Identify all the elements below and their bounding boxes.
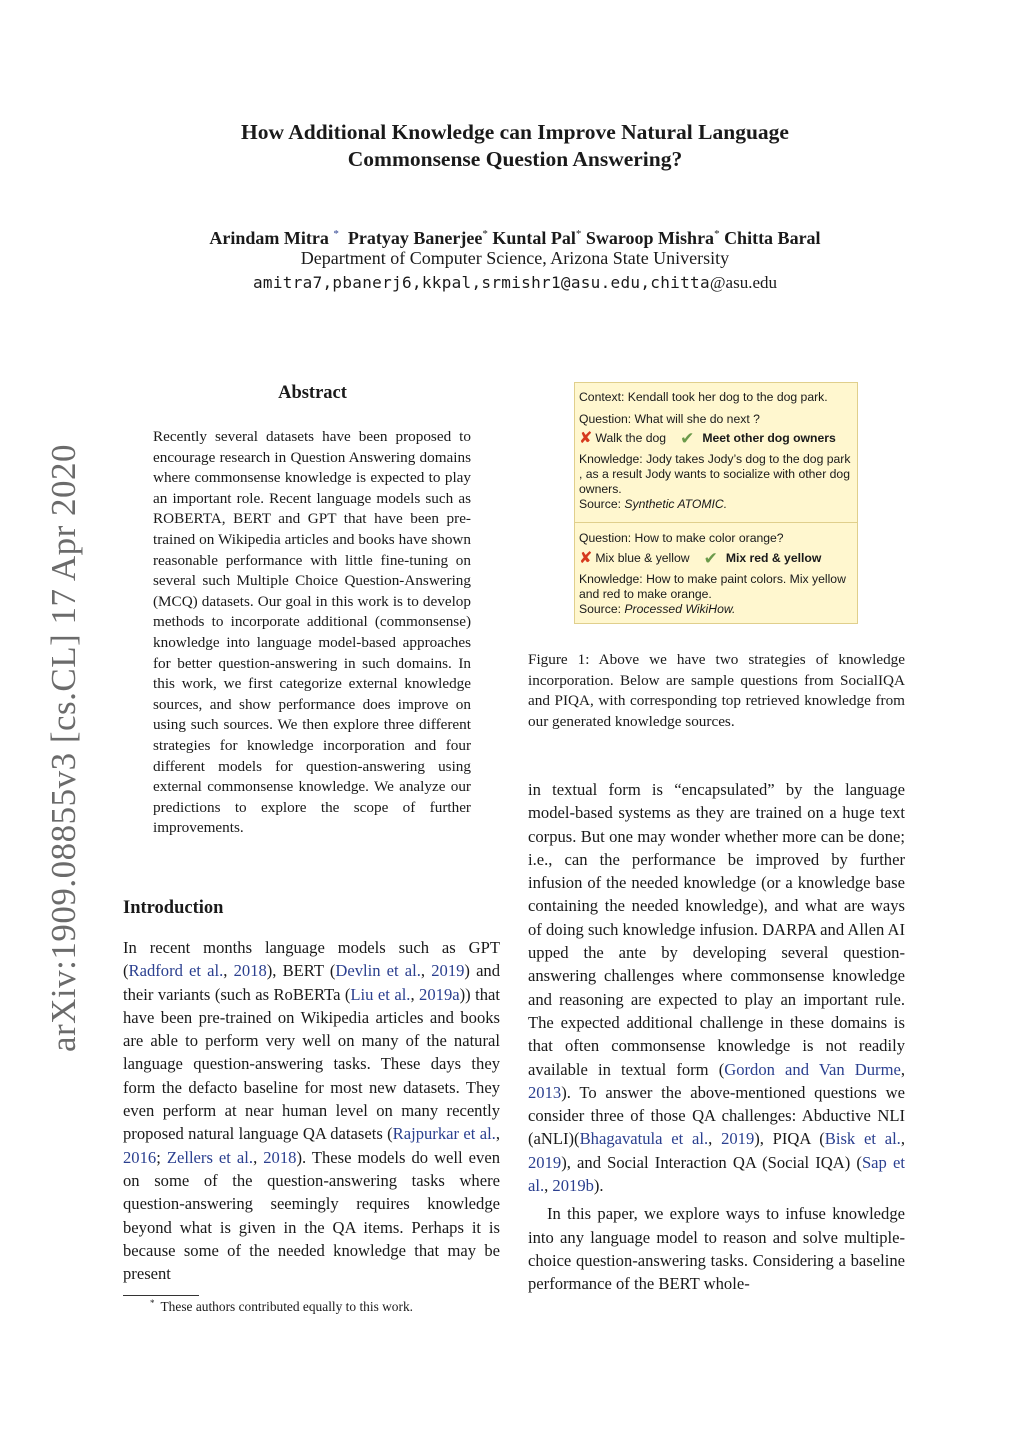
- paper-title: [150, 119, 880, 173]
- wrong-answer: Walk the dog: [595, 431, 667, 445]
- citation-year-link[interactable]: 2018: [263, 1147, 297, 1167]
- citation-year-link[interactable]: 2019a: [419, 984, 460, 1004]
- citation-link[interactable]: Gordon and Van Durme: [724, 1059, 901, 1079]
- citation-link[interactable]: Radford et al.: [128, 961, 224, 981]
- check-icon: ✔: [680, 429, 695, 448]
- title-line-2: Commonsense Question Answering?: [347, 147, 683, 171]
- wrong-answer: Mix blue & yellow: [595, 551, 690, 565]
- figure-source: Source: Processed WikiHow.: [579, 602, 736, 616]
- citation-link[interactable]: Rajpurkar et al.: [392, 1124, 496, 1144]
- body-paragraph: In this paper, we explore ways to infuse knowledge into any language model to reason and solve multiple-choice question-answering tasks. Considering a baseline performance of the BERT whole-: [528, 1204, 905, 1294]
- correct-answer: Meet other dog owners: [702, 431, 836, 445]
- footnote-text: These authors contributed equally to this work.: [160, 1299, 414, 1314]
- source-name: Processed WikiHow.: [624, 602, 736, 616]
- citation-year-link[interactable]: 2016: [123, 1147, 157, 1167]
- citation-link[interactable]: Zellers et al.: [166, 1147, 254, 1167]
- figure-source: Source: Synthetic ATOMIC.: [579, 497, 728, 511]
- author-name: Pratyay Banerjee: [347, 228, 483, 248]
- figure-example-wikihow: [579, 531, 853, 617]
- figure-context: Context: Kendall took her dog to the dog park.: [579, 390, 828, 404]
- footnote: [150, 1298, 413, 1315]
- email-list: amitra7,pbanerj6,kkpal,srmishr1@asu.edu,chitta: [252, 273, 710, 292]
- citation-link[interactable]: Sap et al.: [528, 1152, 905, 1196]
- figure-divider: [575, 522, 857, 523]
- author-name: Arindam Mitra: [209, 228, 329, 248]
- introduction-heading: Introduction: [123, 898, 224, 918]
- author-name: Kuntal Pal: [492, 228, 576, 248]
- body-paragraph: in textual form is “encapsulated” by the language model-based systems as they are trained on a huge text corpus. But one may wonder whether more can be done; i.e., can the performance be improved by further infusion of the needed knowledge (or a knowledge base containing the needed knowledge), and what are ways of doing such knowledge infusion. DARPA and Allen AI upped the ante by developing several question-answering challenges where commonsense knowledge and reasoning are expected to play an important rule. The expected additional challenge in these domains is that often commonsense knowledge is not readily available in textual form (Gordon and Van Durme, 2013). To answer the above-mentioned questions we consider three of those QA challenges: Abductive NLI (aNLI)(Bhagavatula et al., 2019), PIQA (Bisk et al., 2019), and Social Interaction QA (Social IQA) (Sap et al., 2019b).: [528, 780, 906, 1196]
- figure-caption: Figure 1: Above we have two strategies of knowledge incorporation. Below are sample questions from SocialIQA and PIQA, with corresponding top retrieved knowledge from our generated knowledge sources.: [528, 651, 905, 731]
- check-icon: ✔: [703, 549, 718, 568]
- citation-year-link[interactable]: 2018: [233, 961, 267, 981]
- introduction-paragraph: In recent months language models such as GPT (Radford et al., 2018), BERT (Devlin et al., 2019) and their variants (such as RoBERTa (Liu et al., 2019a)) that have been pre-trained on Wikipedia articles and books are able to perform very well on many of the natural language question-answering tasks. These days they form the defacto baseline for most new datasets. They even perform at near human level on many recently proposed natural language QA datasets (Rajpurkar et al., 2016; Zellers et al., 2018). These models do well even on some of the question-answering tasks where question-answering seemingly requires knowledge beyond what is given in the QA items. Perhaps it is because some of the needed knowledge that may be present: [123, 938, 501, 1284]
- figure-answer-row: [579, 551, 853, 566]
- figure-question: Question: What will she do next ?: [579, 412, 760, 426]
- correct-answer: Mix red & yellow: [725, 551, 822, 565]
- footnote-mark: *: [150, 1298, 155, 1308]
- citation-year-link[interactable]: 2019b: [552, 1176, 594, 1196]
- figure-example-atomic: [579, 390, 853, 512]
- author-emails: [130, 272, 900, 294]
- cross-icon: ✘: [579, 550, 593, 567]
- abstract-text: Recently several datasets have been proposed to encourage research in Question Answering domains where commonsense knowledge is expected to play an important role. Recent language models such as ROBERTA, BERT and GPT that have been pre-trained on Wikipedia articles and books have shown reasonable performance with little fine-tuning on several such Multiple Choice Question-Answering (MCQ) datasets. Our goal in this work is to develop methods to incorporate additional (commonsense) knowledge into language model-based approaches for better question-answering in such domains. In this work, we first categorize external knowledge sources, and show performance does improve on using such sources. We then explore three different strategies for knowledge incorporation and four different models for question-answering using external commonsense knowledge. We analyze our predictions to explore the scope of further improvements.: [153, 428, 471, 837]
- citation-link[interactable]: Devlin et al.: [335, 961, 421, 981]
- author-mark: *: [575, 228, 582, 240]
- author-mark: *: [714, 228, 720, 240]
- figure-answer-row: [579, 431, 853, 446]
- citation-link[interactable]: Liu et al.: [350, 984, 411, 1004]
- author-name: Swaroop Mishra: [585, 228, 715, 248]
- citation-year-link[interactable]: 2019: [721, 1129, 755, 1149]
- affiliation: Department of Computer Science, Arizona State University: [300, 248, 730, 268]
- figure-knowledge: Knowledge: Jody takes Jody’s dog to the dog park , as a result Jody wants to socialize with other dog owners.: [579, 452, 851, 496]
- right-column-text: [528, 778, 905, 1296]
- cross-icon: ✘: [579, 430, 593, 447]
- figure-question: Question: How to make color orange?: [579, 531, 784, 545]
- figure-knowledge: Knowledge: How to make paint colors. Mix yellow and red to make orange.: [579, 572, 846, 601]
- title-line-1: How Additional Knowledge can Improve Natural Language: [241, 120, 789, 144]
- footnote-rule: [123, 1295, 199, 1296]
- citation-link[interactable]: Bisk et al.: [824, 1129, 901, 1149]
- source-name: Synthetic ATOMIC.: [624, 497, 728, 511]
- citation-year-link[interactable]: 2019: [431, 961, 465, 981]
- citation-year-link[interactable]: 2013: [528, 1082, 562, 1102]
- arxiv-stamp: arXiv:1909.08855v3 [cs.CL] 17 Apr 2020: [44, 443, 83, 1053]
- citation-year-link[interactable]: 2019: [528, 1152, 562, 1172]
- author-list: [130, 222, 900, 250]
- abstract-heading: Abstract: [278, 383, 347, 403]
- figure-1: [574, 382, 858, 624]
- citation-link[interactable]: Bhagavatula et al.: [579, 1129, 709, 1149]
- email-domain: @asu.edu: [709, 273, 778, 292]
- author-name: Chitta Baral: [724, 228, 821, 248]
- author-mark: *: [482, 228, 488, 240]
- author-mark: *: [333, 228, 339, 240]
